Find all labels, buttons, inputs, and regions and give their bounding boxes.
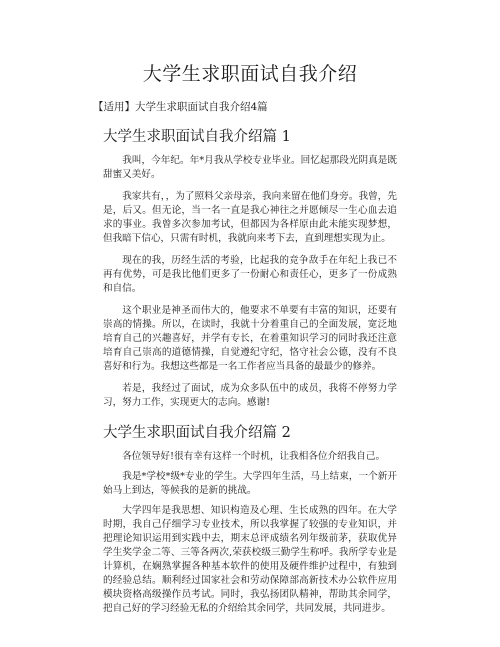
section-1-heading: 大学生求职面试自我介绍篇 1 bbox=[103, 129, 291, 145]
section-2-paragraph-3: 大学四年是我思想、知识构造及心理、生长成熟的四年。在大学时期，我自己仔细学习专业技术，所以我掌握了较强的专业知识，并把理论知识运用到实践中去，期末总评成绩名列年级前茅，获取优异学生奖学金二等、三等各两次,荣获校级三勤学生称呼。我所学专业是计算机，在娴熟掌握各种基本软件的使用及硬件维护过程中，有独到的经验总结。顺利经过国家社会和劳动保障部高新技术办公软件应用模块资格高级操作员考试。同时，我弘扬团队精神，帮助其余同学，把自己好的学习经验无私的介绍给其余同学，共同发展，共同进步。 bbox=[103, 505, 397, 614]
section-2 bbox=[103, 424, 397, 616]
section-1-paragraph-5: 若是，我经过了面试，成为众多队伍中的成员，我将不停努力学习，努力工作，实现更大的志向。感谢! bbox=[103, 383, 397, 408]
section-1-paragraph-1: 我叫，今年纪。年*月我从学校专业毕业。回忆起那段光阴真是既甜蜜又美好。 bbox=[103, 155, 397, 180]
section-1 bbox=[103, 128, 397, 410]
section-1-paragraph-4: 这个职业是神圣而伟大的，他要求不单要有丰富的知识，还要有崇高的情操。所以，在读时，我就十分着重自己的全面发展，宽泛地培育自己的兴趣喜好，并学有专长，在着重知识学习的同时我还注意培育自己崇高的道德情操，自觉遵纪守纪，恪守社会公德，没有不良喜好和行为。我想这些都是一名工作者应当具备的最最少的修养。 bbox=[103, 305, 397, 372]
document-title: 大学生求职面试自我介绍 bbox=[142, 63, 358, 85]
section-1-paragraph-3: 现在的我，历经生活的考验，比起我的竞争敌手在年纪上我已不再有优势，可是我比他们更多了一份耐心和责任心，更多了一份成熟和自信。 bbox=[103, 255, 397, 294]
section-2-heading: 大学生求职面试自我介绍篇 2 bbox=[103, 425, 291, 441]
section-2-paragraph-1: 各位领导好!很有幸有这样一个时机，让我相各位介绍我自己。 bbox=[122, 451, 386, 462]
section-1-paragraph-2: 我家共有，，为了照料父亲母亲，我向来留在他们身旁。我曾，先是，后又。但无论，当一名一直是我心神往之并愿倾尽一生心血去追求的事业。我曾多次参加考试，但都因为各样原由此未能实现梦想，但我暗下信心，只需有时机，我就向来考下去，直到理想实现为止。 bbox=[103, 191, 397, 244]
section-2-paragraph-2: 我是*学校*级*专业的学生。大学四年生活，马上结束，一个新开始马上到达，等候我的是新的挑战。 bbox=[103, 471, 397, 496]
applicable-line: 【适用】大学生求职面试自我介绍4篇 bbox=[93, 101, 268, 113]
